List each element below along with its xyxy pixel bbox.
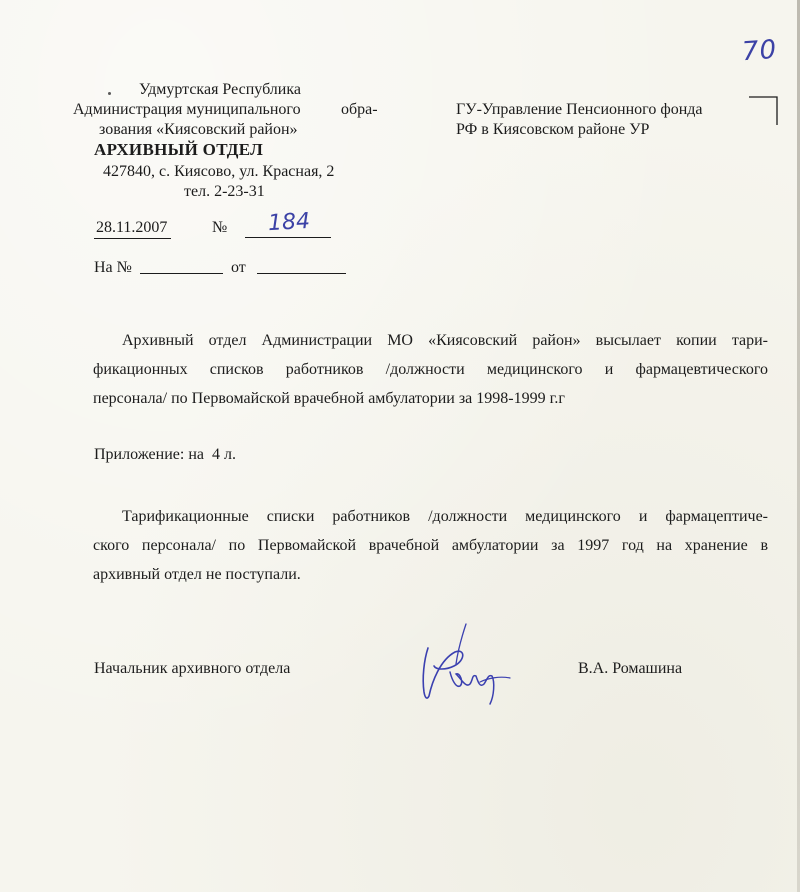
recipient-line2: РФ в Киясовском районе УР: [456, 121, 650, 138]
body-paragraph-2: [93, 502, 768, 589]
body-paragraph-1: [93, 326, 768, 413]
recipient-line1: ГУ-Управление Пенсионного фонда: [456, 101, 703, 118]
attachment-note: Приложение: на 4 л.: [94, 446, 236, 463]
outgoing-date: [94, 218, 171, 239]
outgoing-number-label: №: [212, 219, 228, 236]
paragraph-line: ского персонала/ по Первомайской врачебной амбулатории за 1997 год на хранение в: [93, 537, 768, 554]
paragraph-line: архивный отдел не поступали.: [93, 566, 301, 583]
outgoing-date-value: 28.11.2007: [94, 218, 171, 239]
paragraph-line: Тарификационные списки работников /должности медицинского и фармацептиче-: [122, 508, 768, 525]
incoming-date-line: [257, 273, 346, 274]
handwritten-signature: [410, 620, 520, 710]
outgoing-number-value: 184: [267, 208, 311, 237]
sender-administration-hyphen: обра-: [341, 101, 378, 118]
speck: [108, 92, 111, 95]
signatory-name: В.А. Ромашина: [578, 660, 683, 677]
sender-phone: тел. 2-23-31: [184, 183, 265, 200]
signatory-position: Начальник архивного отдела: [94, 660, 291, 677]
paragraph-line: персонала/ по Первомайской врачебной амбулатории за 1998-1999 г.г: [93, 390, 565, 407]
sender-administration: Администрация муниципального: [73, 101, 301, 118]
incoming-number-label: На №: [94, 259, 132, 276]
sender-department: АРХИВНЫЙ ОТДЕЛ: [94, 140, 264, 159]
sender-municipality: зования «Киясовский район»: [99, 121, 298, 138]
outgoing-number-line: [245, 237, 331, 238]
incoming-date-label: от: [231, 259, 246, 276]
incoming-number-line: [140, 273, 223, 274]
sender-address: 427840, с. Киясово, ул. Красная, 2: [103, 163, 335, 180]
sender-region: Удмуртская Республика: [139, 81, 301, 98]
page-number: 70: [740, 34, 779, 68]
address-corner-mark: [748, 96, 778, 126]
paragraph-line: Архивный отдел Администрации МО «Киясовский район» высылает копии тари-: [122, 332, 768, 349]
paragraph-line: фикационных списков работников /должности медицинского и фармацевтического: [93, 361, 768, 378]
